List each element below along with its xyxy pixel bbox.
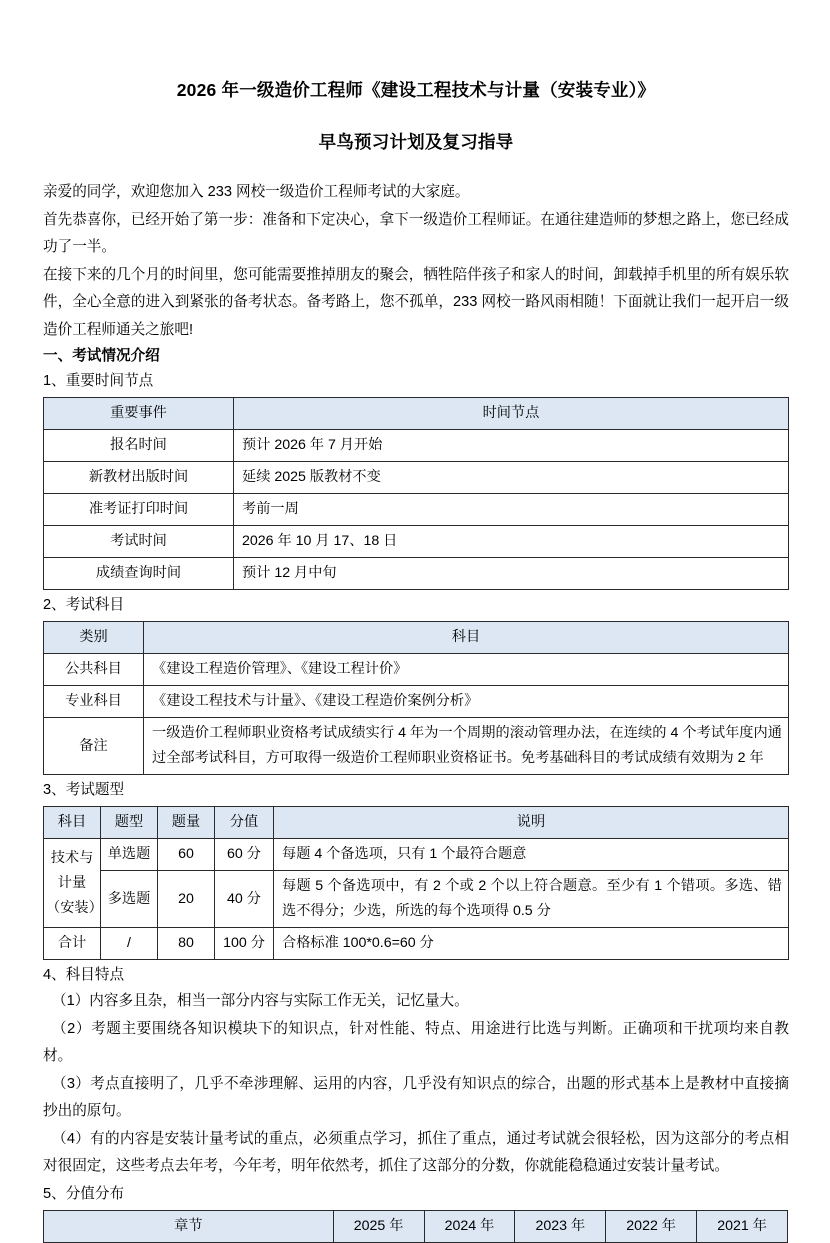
list-item — [43, 1126, 789, 1181]
section-heading-1: 一、考试情况介绍 — [43, 348, 160, 364]
cell-total-qcount: 80 — [158, 928, 215, 960]
cell-qtype: 单选题 — [101, 839, 158, 871]
column-header-subject: 科目 — [144, 622, 789, 654]
subsection-heading-1-3: 3、考试题型 — [43, 782, 125, 798]
list-item — [43, 1071, 789, 1126]
cell-event: 新教材出版时间 — [44, 462, 234, 494]
table-row — [44, 494, 789, 526]
table-row — [44, 462, 789, 494]
column-header-year-2024: 2024 年 — [424, 1210, 515, 1242]
column-header-date: 时间节点 — [234, 398, 789, 430]
cell-category: 专业科目 — [44, 686, 144, 718]
column-header-year-2025: 2025 年 — [333, 1210, 424, 1242]
table-row — [44, 398, 789, 430]
table-important-dates — [43, 397, 789, 590]
subsection-heading-1-4: 4、科目特点 — [43, 967, 125, 983]
list-item-text: （2）考题主要围绕各知识模块下的知识点，针对性能、特点、用途进行比选与判断。正确项和干扰项均来自教材。 — [43, 1020, 789, 1064]
cell-date: 延续 2025 版教材不变 — [234, 462, 789, 494]
cell-score: 60 分 — [215, 839, 274, 871]
column-header-subject: 科目 — [44, 807, 101, 839]
list-item — [43, 1016, 789, 1071]
column-header-event: 重要事件 — [44, 398, 234, 430]
list-item — [43, 988, 789, 1016]
cell-date: 预计 2026 年 7 月开始 — [234, 430, 789, 462]
subsection-heading-1-1: 1、重要时间节点 — [43, 373, 154, 389]
column-header-qcount: 题量 — [158, 807, 215, 839]
cell-category: 备注 — [44, 718, 144, 775]
table-question-types — [43, 806, 789, 960]
table-row — [44, 839, 789, 871]
column-header-score: 分值 — [215, 807, 274, 839]
table-row — [44, 622, 789, 654]
document-title-line2: 早鸟预习计划及复习指导 — [318, 131, 514, 152]
table-score-distribution — [43, 1210, 788, 1243]
cell-event: 准考证打印时间 — [44, 494, 234, 526]
cell-note: 每题 4 个备选项，只有 1 个最符合题意 — [274, 839, 789, 871]
cell-total-note: 合格标准 100*0.6=60 分 — [274, 928, 789, 960]
document-content — [43, 0, 789, 1243]
table-row — [44, 1210, 788, 1242]
table-row — [44, 718, 789, 775]
intro-paragraph-3: 在接下来的几个月的时间里，您可能需要推掉朋友的聚会，牺牲陪伴孩子和家人的时间，卸载掉手机里的所有娱乐软件，全心全意的进入到紧张的备考状态。备考路上，您不孤单，233 网校一路风雨相随！下面就让我们一起开启一级造价工程师通关之旅吧! — [43, 266, 789, 338]
cell-qcount: 60 — [158, 839, 215, 871]
table-row — [44, 654, 789, 686]
table-row — [44, 526, 789, 558]
column-header-year-2022: 2022 年 — [606, 1210, 697, 1242]
subsection-heading-1-2: 2、考试科目 — [43, 597, 125, 613]
column-header-category: 类别 — [44, 622, 144, 654]
intro-paragraph-1: 亲爱的同学，欢迎您加入 233 网校一级造价工程师考试的大家庭。 — [43, 184, 470, 200]
cell-date: 考前一周 — [234, 494, 789, 526]
table-row — [44, 558, 789, 590]
table-row — [44, 430, 789, 462]
cell-date: 预计 12 月中旬 — [234, 558, 789, 590]
list-item-text: （3）考点直接明了，几乎不牵涉理解、运用的内容，几乎没有知识点的综合，出题的形式基本上是教材中直接摘抄出的原句。 — [43, 1075, 789, 1119]
intro-paragraphs — [43, 179, 789, 344]
column-header-qtype: 题型 — [101, 807, 158, 839]
table-row — [44, 928, 789, 960]
list-item-text: （1）内容多且杂，相当一部分内容与实际工作无关，记忆量大。 — [52, 993, 469, 1009]
list-item-text: （4）有的内容是安装计量考试的重点，必须重点学习，抓住了重点，通过考试就会很轻松，因为这部分的考点相对很固定，这些考点去年考，今年考，明年依然考，抓住了这部分的分数，你就能稳稳通过安装计量考试。 — [43, 1130, 789, 1174]
column-header-chapter: 章节 — [44, 1210, 334, 1242]
cell-category: 公共科目 — [44, 654, 144, 686]
cell-subject: 《建设工程技术与计量》、《建设工程造价案例分析》 — [144, 686, 789, 718]
table-row — [44, 686, 789, 718]
document-title-line1: 2026 年一级造价工程师《建设工程技术与计量（安装专业）》 — [176, 80, 656, 100]
cell-total-qtype: / — [101, 928, 158, 960]
cell-total-label: 合计 — [44, 928, 101, 960]
cell-date: 2026 年 10 月 17、18 日 — [234, 526, 789, 558]
cell-qtype: 多选题 — [101, 871, 158, 928]
cell-total-score: 100 分 — [215, 928, 274, 960]
table-row — [44, 871, 789, 928]
column-header-year-2021: 2021 年 — [697, 1210, 788, 1242]
cell-subject-merged: 技术与计量（安装） — [44, 839, 101, 928]
cell-remark: 一级造价工程师职业资格考试成绩实行 4 年为一个周期的滚动管理办法，在连续的 4 个考试年度内通过全部考试科目，方可取得一级造价工程师职业资格证书。免考基础科目的考试成绩有效期为 2 年 — [144, 718, 789, 775]
table-row — [44, 807, 789, 839]
cell-event: 考试时间 — [44, 526, 234, 558]
column-header-note: 说明 — [274, 807, 789, 839]
cell-subject: 《建设工程造价管理》、《建设工程计价》 — [144, 654, 789, 686]
intro-paragraph-2: 首先恭喜你，已经开始了第一步：准备和下定决心，拿下一级造价工程师证。在通往建造师的梦想之路上，您已经成功了一半。 — [43, 211, 789, 255]
subsection-heading-1-5: 5、分值分布 — [43, 1185, 125, 1202]
cell-event: 报名时间 — [44, 430, 234, 462]
cell-event: 成绩查询时间 — [44, 558, 234, 590]
table-exam-subjects — [43, 621, 789, 775]
column-header-year-2023: 2023 年 — [515, 1210, 606, 1242]
cell-score: 40 分 — [215, 871, 274, 928]
cell-qcount: 20 — [158, 871, 215, 928]
cell-note: 每题 5 个备选项中，有 2 个或 2 个以上符合题意。至少有 1 个错项。多选、错选不得分；少选，所选的每个选项得 0.5 分 — [274, 871, 789, 928]
